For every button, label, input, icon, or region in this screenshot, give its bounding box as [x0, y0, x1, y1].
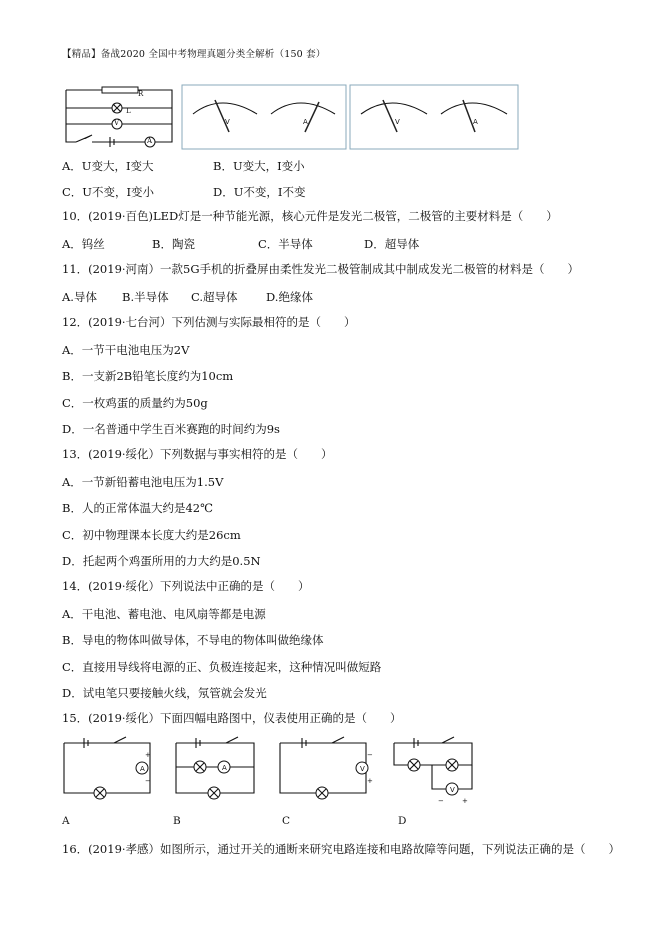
q15-label-d: D [398, 815, 407, 827]
q9-option-b: B．U变大，I变小 [213, 159, 305, 173]
svg-text:V: V [450, 786, 455, 794]
q10-option-a: A．钨丝 [62, 237, 105, 251]
q10-stem: 10．(2019·百色)LED灯是一种节能光源，核心元件是发光二极管，二极管的主要材料是（ ） [62, 209, 558, 223]
q14-stem: 14．(2019·绥化）下列说法中正确的是（ ） [62, 579, 310, 593]
q14-option-d: D．试电笔只要接触火线，氖管就会发光 [62, 686, 267, 700]
q15-label-b: B [173, 815, 181, 827]
q9-option-c: C．U不变，I变小 [62, 185, 155, 199]
svg-text:−: − [145, 777, 151, 785]
q10-option-b: B．陶瓷 [152, 237, 195, 251]
q11-option-d: D.绝缘体 [266, 290, 313, 304]
meter-symbol-2: A [303, 118, 308, 126]
q11-stem: 11．(2019·河南）一款5G手机的折叠屏由柔性发光二极管制成其中制成发光二极管的材料是（ ） [62, 262, 580, 276]
q15-stem: 15．(2019·绥化）下面四幅电路图中，仪表使用正确的是（ ） [62, 711, 402, 725]
meter-symbol-4: A [473, 118, 478, 126]
q12-option-c: C．一枚鸡蛋的质量约为50g [62, 396, 208, 410]
q13-option-b: B．人的正常体温大约是42℃ [62, 501, 213, 515]
q12-option-a: A．一节干电池电压为2V [62, 343, 190, 357]
q13-option-c: C．初中物理课本长度大约是26cm [62, 528, 241, 542]
svg-text:+: + [462, 797, 468, 805]
q14-option-c: C．直接用导线将电源的正、负极连接起来，这种情况叫做短路 [62, 660, 382, 674]
q15-label-a: A [62, 815, 70, 827]
svg-text:+: + [145, 751, 151, 759]
svg-text:−: − [438, 797, 444, 805]
q12-option-d: D．一名普通中学生百米赛跑的时间约为9s [62, 422, 280, 436]
svg-text:A: A [140, 765, 145, 773]
q13-option-a: A．一节新铅蓄电池电压为1.5V [62, 475, 224, 489]
meter-symbol-1: V [225, 118, 230, 126]
q9-option-d: D．U不变，I不变 [213, 185, 306, 199]
svg-text:+: + [367, 777, 373, 785]
q12-stem: 12．(2019·七台河）下列估测与实际最相符的是（ ） [62, 315, 356, 329]
q10-option-c: C．半导体 [258, 237, 313, 251]
q14-option-b: B．导电的物体叫做导体，不导电的物体叫做绝缘体 [62, 633, 324, 647]
voltmeter-label: V [114, 119, 120, 127]
q11-option-b: B.半导体 [122, 290, 169, 304]
svg-text:−: − [367, 751, 373, 759]
q13-stem: 13．(2019·绥化）下列数据与事实相符的是（ ） [62, 447, 333, 461]
q9-meter-panels [181, 84, 521, 150]
q15-label-c: C [282, 815, 291, 827]
q13-option-d: D．托起两个鸡蛋所用的力大约是0.5N [62, 554, 261, 568]
q11-option-a: A.导体 [62, 290, 97, 304]
svg-text:V: V [360, 765, 365, 773]
q16-stem: 16．(2019·孝感）如图所示，通过开关的通断来研究电路连接和电路故障等问题，下列说法正确的是（ ） [62, 842, 621, 856]
q9-option-a: A．U变大，I变大 [62, 159, 154, 173]
meter-symbol-3: V [395, 118, 400, 126]
q15-circuit-diagrams [60, 733, 480, 811]
resistor-label: R [138, 90, 144, 98]
q12-option-b: B．一支新2B铅笔长度约为10cm [62, 369, 234, 383]
ammeter-label: A [147, 137, 153, 145]
q14-option-a: A．干电池、蓄电池、电风扇等都是电源 [62, 607, 266, 621]
q9-circuit-diagram [62, 86, 177, 148]
q10-option-d: D．超导体 [364, 237, 420, 251]
svg-text:A: A [222, 764, 227, 772]
page-header: 【精品】备战2020 全国中考物理真题分类全解析（150 套） [62, 49, 326, 60]
lamp-label: L [126, 107, 131, 115]
q11-option-c: C.超导体 [191, 290, 238, 304]
